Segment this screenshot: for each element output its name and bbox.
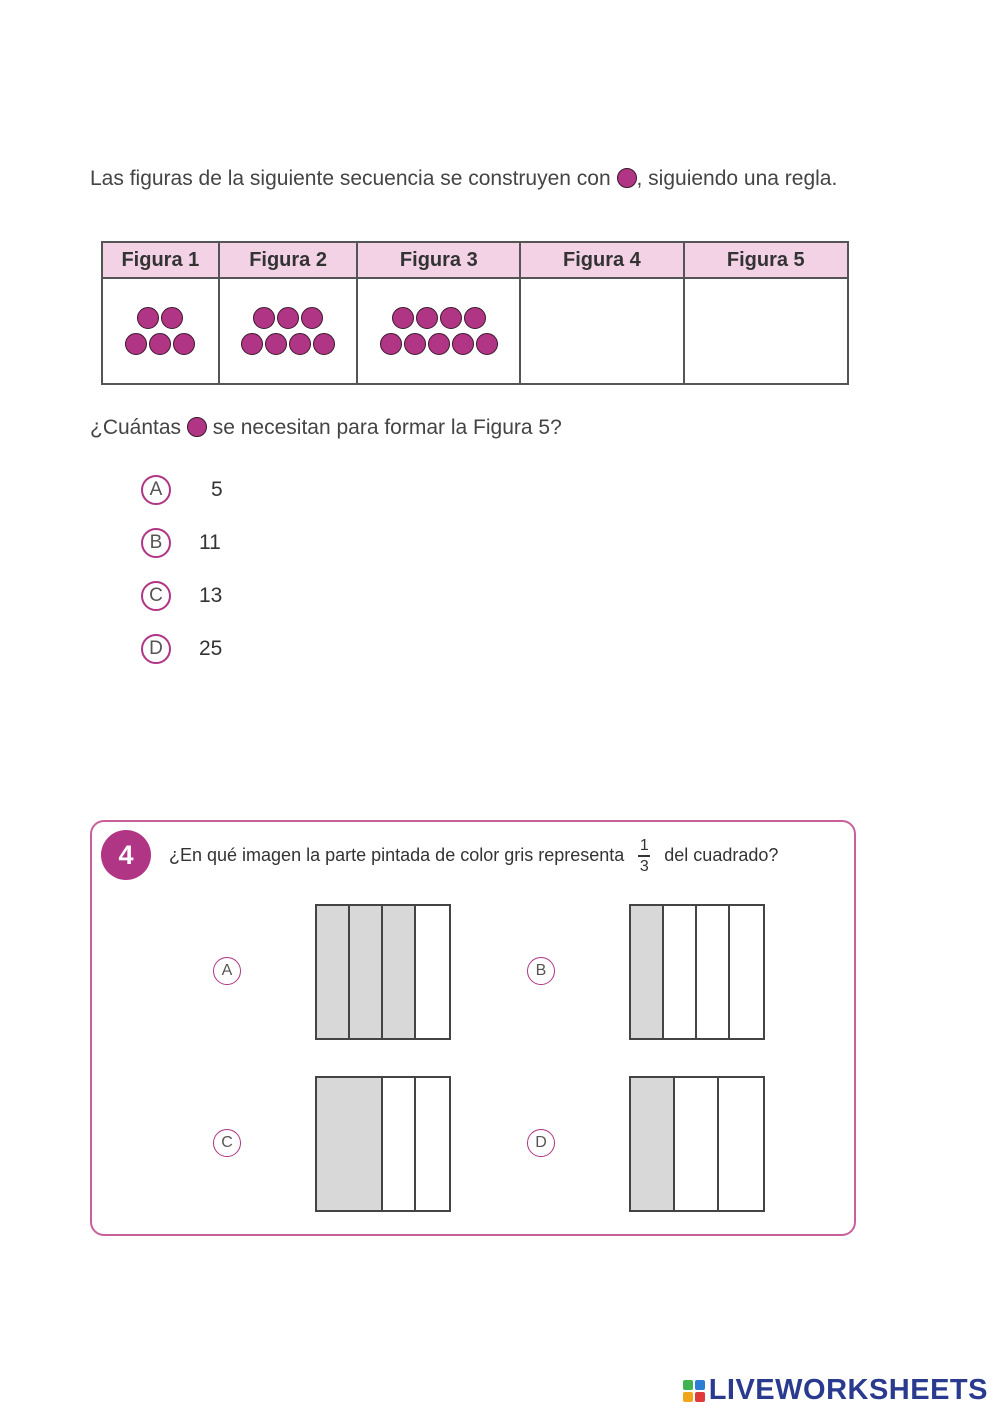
option-a[interactable] — [141, 475, 223, 505]
option-b-radio[interactable]: B — [141, 528, 171, 558]
logo-square — [683, 1380, 693, 1390]
question-4-text-end: del cuadrado? — [664, 845, 779, 866]
circle-counter — [253, 307, 275, 329]
fraction-denominator: 3 — [639, 857, 649, 875]
option-b-value: 11 — [199, 531, 221, 554]
circle-counter — [277, 307, 299, 329]
blank-segment — [416, 1078, 449, 1210]
square-option-d[interactable] — [629, 1076, 765, 1212]
dots-row — [220, 333, 357, 355]
blank-segment — [383, 1078, 416, 1210]
circle-counter — [265, 333, 287, 355]
figure-cell-5[interactable] — [684, 278, 848, 384]
shaded-segment — [631, 1078, 675, 1210]
dots-row — [103, 307, 218, 329]
dots-row — [220, 307, 357, 329]
question-text-start: ¿Cuántas — [90, 416, 182, 439]
fraction-numerator: 1 — [639, 837, 649, 854]
circle-counter — [149, 333, 171, 355]
circle-counter-icon — [187, 417, 207, 437]
blank-segment — [675, 1078, 719, 1210]
square-option-c[interactable] — [315, 1076, 451, 1212]
circle-counter — [301, 307, 323, 329]
option-b[interactable] — [141, 528, 221, 558]
fraction-bar — [638, 855, 650, 857]
problem-number-badge: 4 — [101, 830, 151, 880]
circle-counter — [452, 333, 474, 355]
question-4-text-start: ¿En qué imagen la parte pintada de color gris representa — [169, 845, 625, 866]
circle-counter — [125, 333, 147, 355]
circle-counter — [137, 307, 159, 329]
header-figura-4: Figura 4 — [520, 242, 683, 278]
blank-segment — [416, 906, 449, 1038]
figure-cell-4[interactable] — [520, 278, 683, 384]
liveworksheets-logo — [683, 1374, 988, 1407]
blank-segment — [719, 1078, 763, 1210]
circle-counter — [289, 333, 311, 355]
option-4a-radio[interactable]: A — [213, 957, 241, 985]
option-c[interactable] — [141, 581, 222, 611]
figures-row — [102, 278, 848, 384]
logo-square — [695, 1380, 705, 1390]
header-figura-2: Figura 2 — [219, 242, 358, 278]
circle-counter — [380, 333, 402, 355]
circle-counter — [313, 333, 335, 355]
circle-counter — [440, 307, 462, 329]
shaded-segment — [383, 906, 416, 1038]
figure-cell-1 — [102, 278, 219, 384]
circle-counter — [173, 333, 195, 355]
header-figura-5: Figura 5 — [684, 242, 848, 278]
dots-row — [358, 307, 519, 329]
circle-counter — [161, 307, 183, 329]
option-a-radio[interactable]: A — [141, 475, 171, 505]
logo-mark-icon — [683, 1380, 705, 1402]
logo-square — [683, 1392, 693, 1402]
shaded-segment — [631, 906, 664, 1038]
figure-cell-2 — [219, 278, 358, 384]
question-text-end: se necesitan para formar la Figura 5? — [212, 416, 562, 439]
logo-text: LIVEWORKSHEETS — [708, 1374, 988, 1406]
dots-row — [358, 333, 519, 355]
figure-cell-3 — [357, 278, 520, 384]
intro-text-start: Las figuras de la siguiente secuencia se construyen con — [90, 167, 611, 190]
circle-counter — [476, 333, 498, 355]
circle-counter-icon — [617, 168, 637, 188]
square-option-a[interactable] — [315, 904, 451, 1040]
circle-counter — [428, 333, 450, 355]
header-figura-3: Figura 3 — [357, 242, 520, 278]
square-option-b[interactable] — [629, 904, 765, 1040]
option-4b-radio[interactable]: B — [527, 957, 555, 985]
shaded-segment — [350, 906, 383, 1038]
question-4 — [169, 837, 778, 875]
circle-counter — [464, 307, 486, 329]
option-d-radio[interactable]: D — [141, 634, 171, 664]
dots-row — [103, 333, 218, 355]
blank-segment — [664, 906, 697, 1038]
shaded-segment — [317, 1078, 383, 1210]
intro-text-end: , siguiendo una regla. — [636, 167, 838, 190]
option-4c-radio[interactable]: C — [213, 1129, 241, 1157]
circle-counter — [392, 307, 414, 329]
option-c-value: 13 — [199, 584, 223, 607]
option-d[interactable] — [141, 634, 222, 664]
option-a-value: 5 — [211, 478, 223, 501]
intro-text — [90, 163, 850, 194]
circle-counter — [416, 307, 438, 329]
option-d-value: 25 — [199, 637, 223, 660]
option-4d-radio[interactable]: D — [527, 1129, 555, 1157]
option-c-radio[interactable]: C — [141, 581, 171, 611]
table-header-row — [102, 242, 848, 278]
question-3 — [90, 416, 562, 440]
blank-segment — [730, 906, 763, 1038]
logo-square — [695, 1392, 705, 1402]
circle-counter — [404, 333, 426, 355]
circle-counter — [241, 333, 263, 355]
fraction-one-third — [638, 837, 650, 875]
blank-segment — [697, 906, 730, 1038]
shaded-segment — [317, 906, 350, 1038]
header-figura-1: Figura 1 — [102, 242, 219, 278]
sequence-table — [101, 241, 849, 385]
